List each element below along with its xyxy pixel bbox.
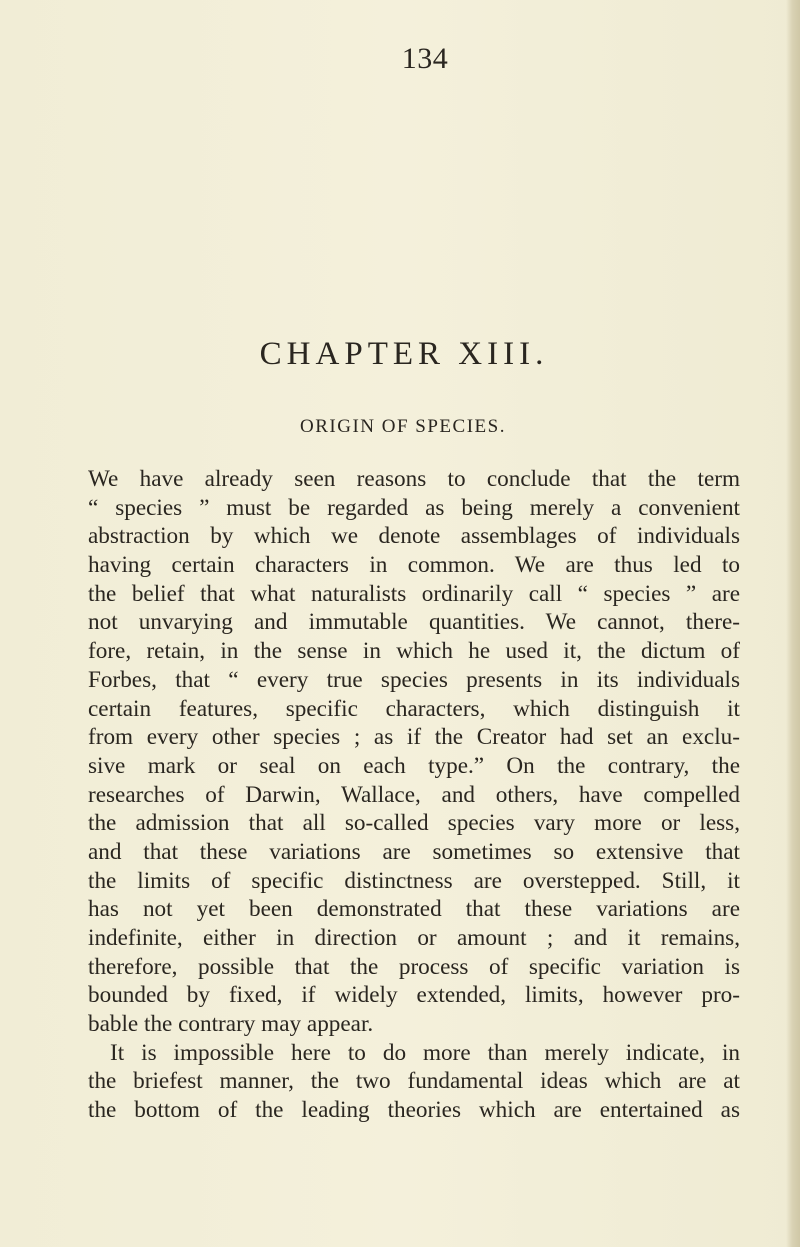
text-line: having certain characters in common. We are thus led to xyxy=(88,552,740,579)
text-line: bounded by fixed, if widely extended, limits, however pro- xyxy=(88,982,740,1009)
text-line: the bottom of the leading theories which are entertained as xyxy=(88,1097,740,1124)
body-text xyxy=(88,465,740,1125)
text-line: the admission that all so-called species vary more or less, xyxy=(88,810,740,837)
text-line: sive mark or seal on each type.” On the contrary, the xyxy=(88,752,740,779)
text-line: “ species ” must be regarded as being merely a convenient xyxy=(88,494,740,521)
text-line: the belief that what naturalists ordinarily call “ species ” are xyxy=(88,580,740,607)
text-line: therefore, possible that the process of specific variation is xyxy=(88,953,740,980)
text-line: We have already seen reasons to conclude that the term xyxy=(88,466,740,492)
text-line: researches of Darwin, Wallace, and others, have compelled xyxy=(88,781,740,808)
text-line: the limits of specific distinctness are overstepped. Still, it xyxy=(88,867,740,894)
text-line: the briefest manner, the two fundamental ideas which are at xyxy=(88,1068,740,1095)
text-line: bable the contrary may appear. xyxy=(88,1011,374,1038)
text-line: abstraction by which we denote assemblages of individuals xyxy=(88,523,740,550)
text-line: has not yet been demonstrated that these variations are xyxy=(88,896,740,923)
text-line: Forbes, that “ every true species presents in its individuals xyxy=(88,666,740,693)
text-line: It is impossible here to do more than merely indicate, in xyxy=(110,1039,740,1066)
chapter-subtitle: ORIGIN OF SPECIES. xyxy=(300,416,506,437)
page-number: 134 xyxy=(401,42,449,75)
text-line: not unvarying and immutable quantities. We cannot, there- xyxy=(88,609,740,636)
page-edge-shadow xyxy=(786,0,800,1247)
text-line: and that these variations are sometimes so extensive that xyxy=(88,838,740,865)
chapter-title: CHAPTER XIII. xyxy=(259,336,549,372)
text-line: indefinite, either in direction or amount ; and it remains, xyxy=(88,925,740,951)
text-line: from every other species ; as if the Creator had set an exclu- xyxy=(88,724,740,751)
text-line: certain features, specific characters, which distinguish it xyxy=(88,695,740,722)
text-line: fore, retain, in the sense in which he used it, the dictum of xyxy=(88,638,740,665)
